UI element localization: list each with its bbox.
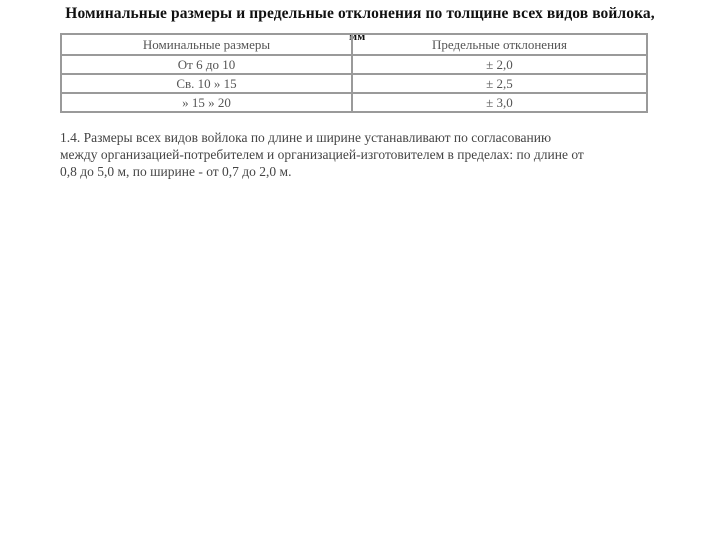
table-row (61, 93, 647, 112)
slide-title: Номинальные размеры и предельные отклонения по толщине всех видов войлока, (65, 5, 655, 22)
nominal-size-cell: Св. 10 » 15 (61, 74, 352, 93)
tolerance-table (60, 33, 648, 113)
paragraph-line: 0,8 до 5,0 м, по ширине - от 0,7 до 2,0 м. (60, 164, 292, 179)
clause-paragraph (60, 129, 660, 180)
header-tolerances: Предельные отклонения (352, 34, 647, 55)
paragraph-line: между организацией-потребителем и организацией-изготовителем в пределах: по длине от (60, 147, 584, 162)
tolerance-cell: ± 2,0 (352, 55, 647, 74)
paragraph-line: 1.4. Размеры всех видов войлока по длине и ширине устанавливают по согласованию (60, 130, 552, 145)
tolerance-cell: ± 2,5 (352, 74, 647, 93)
table-header-row (61, 34, 647, 55)
nominal-size-cell: От 6 до 10 (61, 55, 352, 74)
unit-label: мм (349, 29, 366, 43)
table-row (61, 55, 647, 74)
header-nominal-sizes: Номинальные размеры (61, 34, 352, 55)
nominal-size-cell: » 15 » 20 (61, 93, 352, 112)
table-row (61, 74, 647, 93)
tolerance-cell: ± 3,0 (352, 93, 647, 112)
